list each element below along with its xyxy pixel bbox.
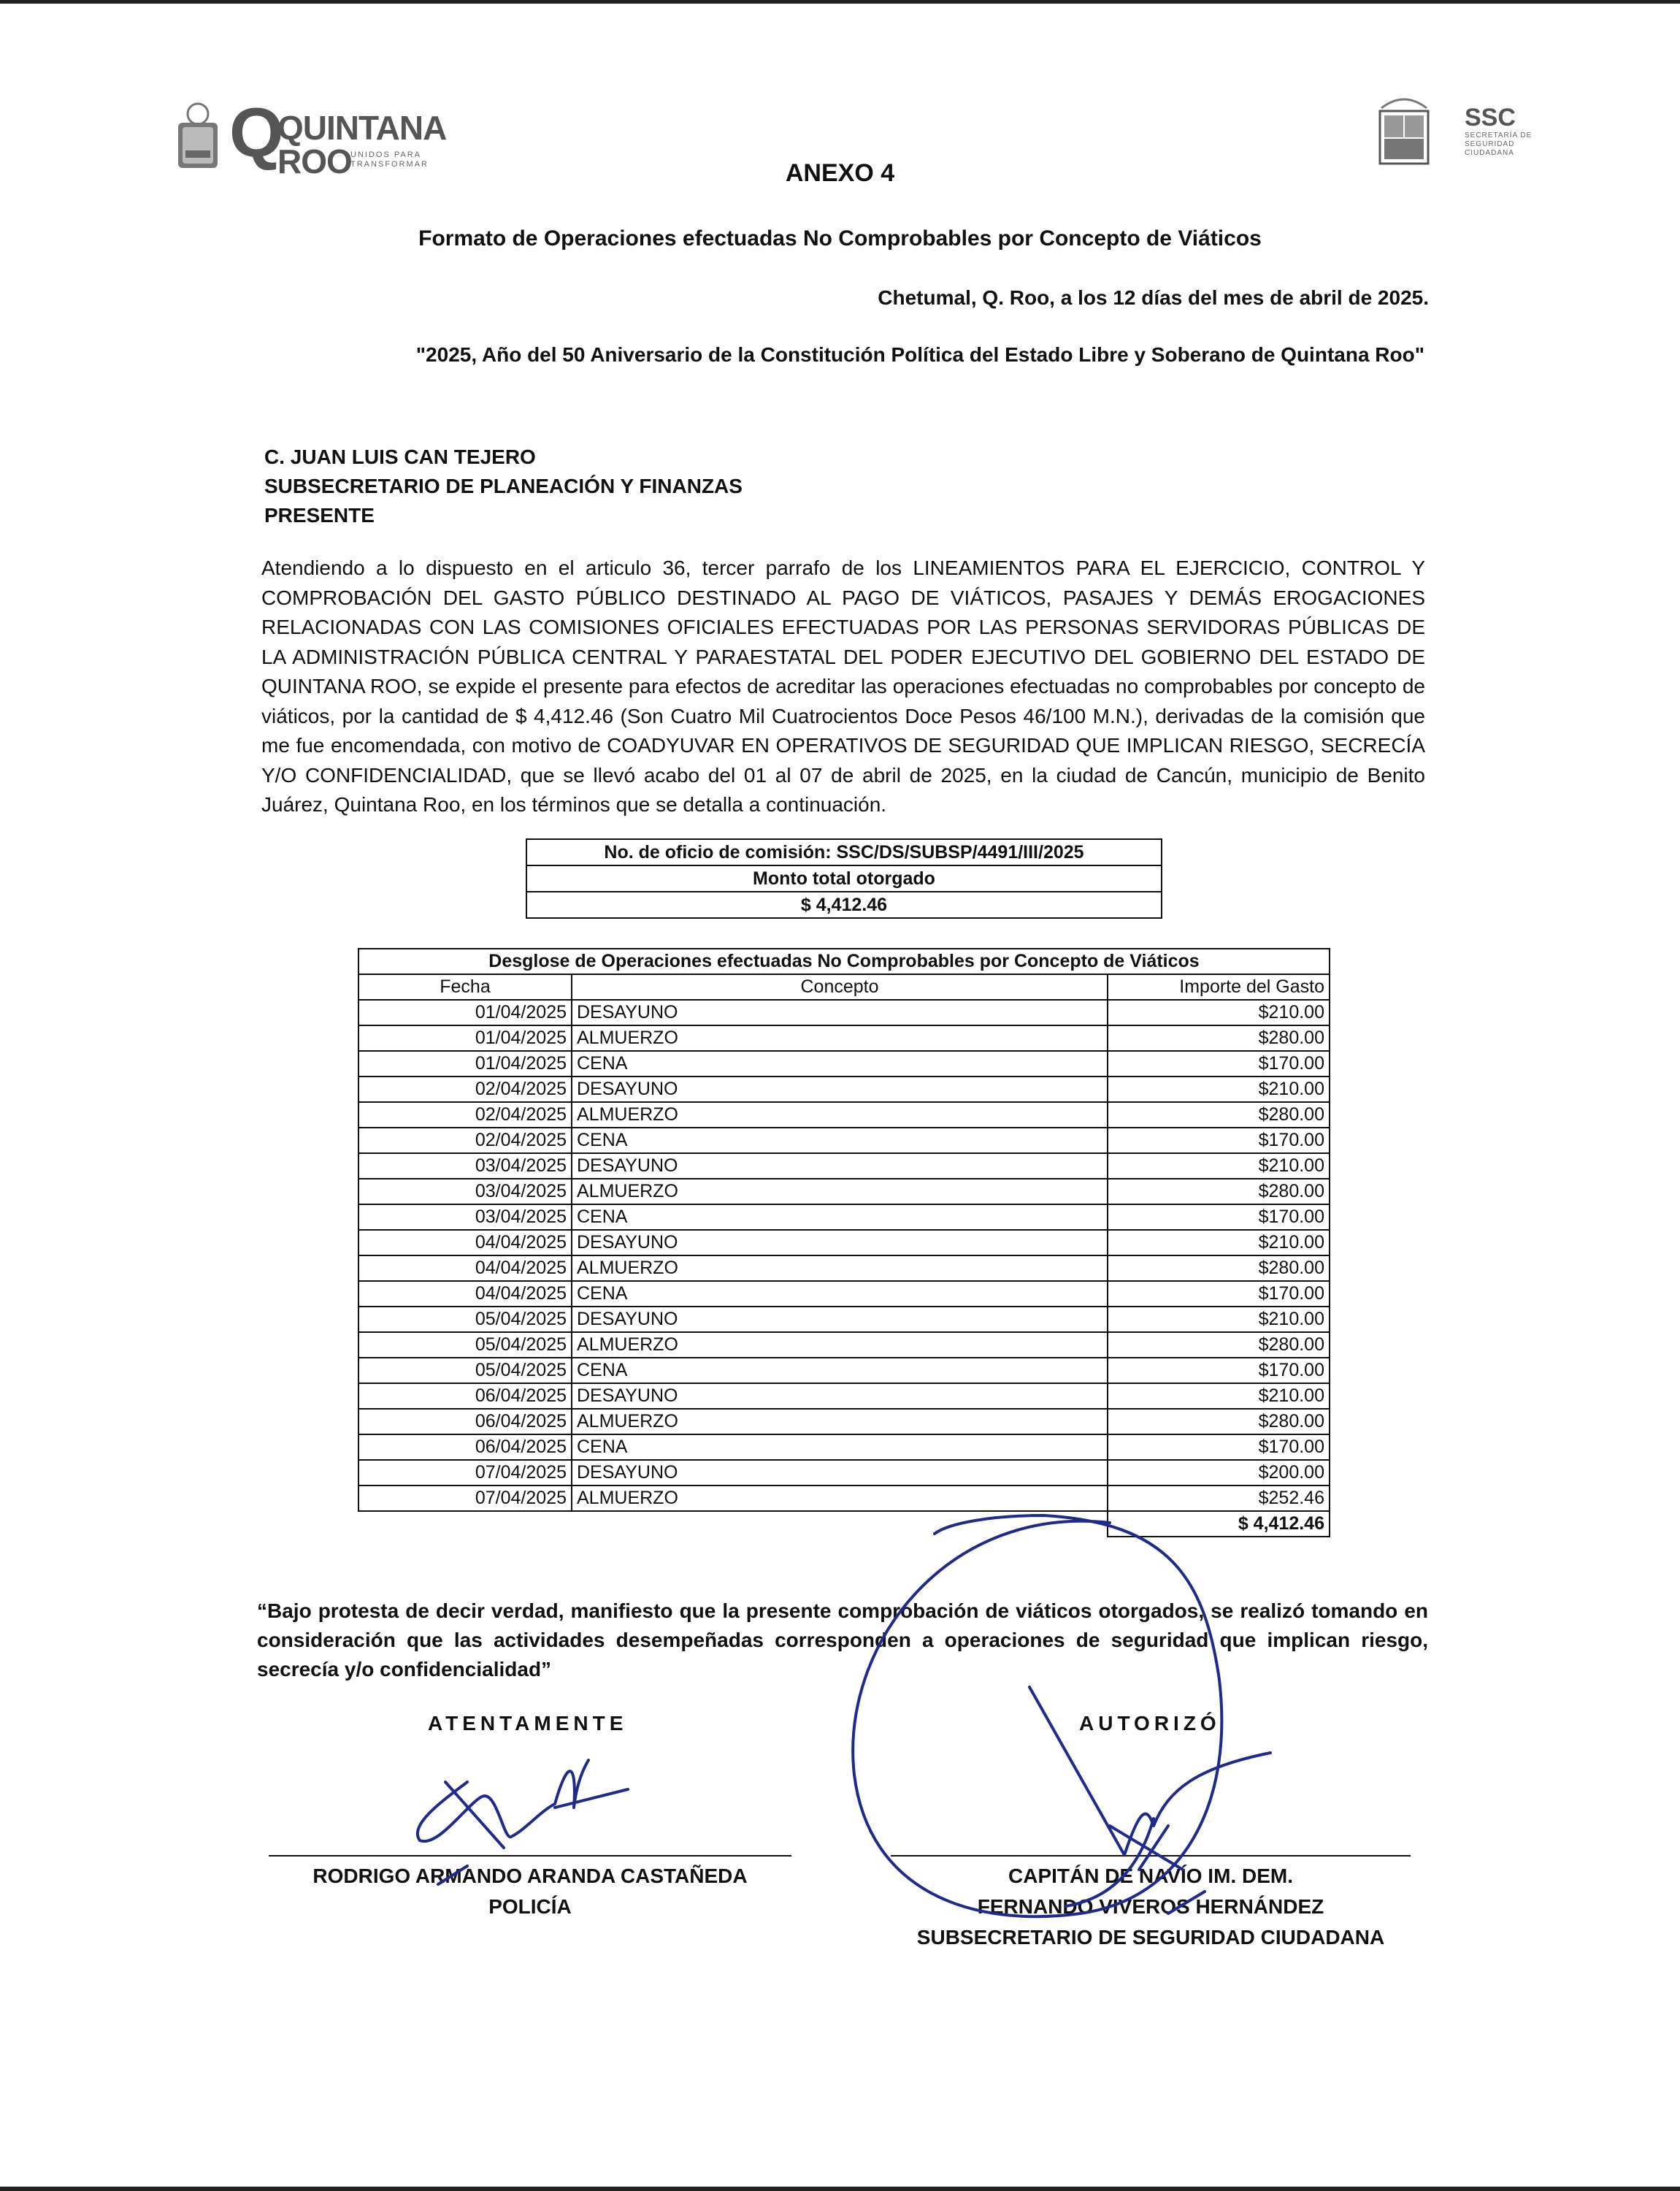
table-row [358, 1255, 1330, 1281]
place-and-date: Chetumal, Q. Roo, a los 12 días del mes de abril de 2025. [878, 286, 1429, 309]
scan-bottom-edge [0, 2187, 1680, 2191]
table-row [358, 1077, 1330, 1102]
row-date: 07/04/2025 [358, 1460, 572, 1485]
row-concept: DESAYUNO [572, 1153, 1108, 1179]
commission-table [526, 838, 1162, 919]
row-date: 01/04/2025 [358, 1000, 572, 1025]
signer-left-block [269, 1861, 791, 1922]
table-row [358, 1358, 1330, 1383]
ssc-acronym: SSC [1465, 104, 1516, 131]
row-concept: ALMUERZO [572, 1179, 1108, 1204]
addressee-presente: PRESENTE [264, 504, 375, 527]
row-concept: CENA [572, 1281, 1108, 1307]
row-date: 02/04/2025 [358, 1102, 572, 1128]
signature-heading-left: ATENTAMENTE [428, 1712, 628, 1735]
table-row [358, 1025, 1330, 1051]
row-amount: $210.00 [1108, 1230, 1330, 1255]
signature-heading-right: AUTORIZÓ [1079, 1712, 1221, 1735]
table-row [358, 1383, 1330, 1409]
row-date: 03/04/2025 [358, 1204, 572, 1230]
row-concept: CENA [572, 1128, 1108, 1153]
document-title: Formato de Operaciones efectuadas No Comprobables por Concepto de Viáticos [418, 226, 1262, 251]
scan-top-edge [0, 0, 1680, 4]
row-concept: DESAYUNO [572, 1383, 1108, 1409]
table-row [358, 1230, 1330, 1255]
table-row [358, 1434, 1330, 1460]
row-concept: ALMUERZO [572, 1025, 1108, 1051]
addressee-block [264, 443, 743, 530]
logo-word-quintana: QUINTANA [277, 109, 447, 147]
row-date: 05/04/2025 [358, 1307, 572, 1332]
logo-tagline: UNIDOS PARA TRANSFORMAR [350, 150, 429, 169]
signature-line-right [891, 1855, 1411, 1857]
row-amount: $170.00 [1108, 1281, 1330, 1307]
year-motto: "2025, Año del 50 Aniversario de la Constitución Política del Estado Libre y Soberano de Quintana Roo" [415, 343, 1424, 366]
row-date: 06/04/2025 [358, 1409, 572, 1434]
row-amount: $280.00 [1108, 1025, 1330, 1051]
signer-right-block [891, 1861, 1411, 1953]
row-amount: $210.00 [1108, 1383, 1330, 1409]
commission-amount-label: Monto total otorgado [526, 865, 1162, 892]
annex-heading: ANEXO 4 [785, 159, 895, 187]
ssc-subtitle: SECRETARÍA DE SEGURIDAD CIUDADANA [1465, 131, 1533, 157]
row-date: 07/04/2025 [358, 1485, 572, 1511]
row-date: 05/04/2025 [358, 1332, 572, 1358]
table-row [358, 1409, 1330, 1434]
row-concept: ALMUERZO [572, 1485, 1108, 1511]
row-concept: DESAYUNO [572, 1460, 1108, 1485]
row-amount: $280.00 [1108, 1102, 1330, 1128]
signer-right-position: SUBSECRETARIO DE SEGURIDAD CIUDADANA [916, 1926, 1385, 1949]
row-concept: ALMUERZO [572, 1102, 1108, 1128]
table-row [358, 1307, 1330, 1332]
signer-right-rank: CAPITÁN DE NAVÍO IM. DEM. [1008, 1865, 1293, 1887]
row-amount: $280.00 [1108, 1409, 1330, 1434]
table-row [358, 1051, 1330, 1077]
row-date: 05/04/2025 [358, 1358, 572, 1383]
breakdown-caption: Desglose de Operaciones efectuadas No Comprobables por Concepto de Viáticos [358, 949, 1330, 974]
logo-word-roo: ROO [277, 142, 352, 180]
row-amount: $210.00 [1108, 1153, 1330, 1179]
row-date: 03/04/2025 [358, 1153, 572, 1179]
signer-left-name: RODRIGO ARMANDO ARANDA CASTAÑEDA [312, 1865, 748, 1887]
table-row [358, 1102, 1330, 1128]
row-date: 06/04/2025 [358, 1434, 572, 1460]
row-concept: CENA [572, 1051, 1108, 1077]
row-concept: DESAYUNO [572, 1307, 1108, 1332]
commission-office-number: No. de oficio de comisión: SSC/DS/SUBSP/4491/III/2025 [526, 839, 1162, 865]
header-amount: Importe del Gasto [1108, 974, 1330, 1000]
table-row [358, 1000, 1330, 1025]
row-amount: $170.00 [1108, 1434, 1330, 1460]
row-concept: CENA [572, 1358, 1108, 1383]
signer-left-position: POLICÍA [488, 1895, 572, 1918]
row-amount: $210.00 [1108, 1000, 1330, 1025]
table-row [358, 1332, 1330, 1358]
signer-right-name: FERNANDO VIVEROS HERNÁNDEZ [977, 1895, 1324, 1918]
row-amount: $170.00 [1108, 1358, 1330, 1383]
table-row [358, 1179, 1330, 1204]
row-amount: $210.00 [1108, 1077, 1330, 1102]
table-row [358, 1204, 1330, 1230]
addressee-position: SUBSECRETARIO DE PLANEACIÓN Y FINANZAS [264, 475, 743, 497]
row-concept: ALMUERZO [572, 1332, 1108, 1358]
row-concept: DESAYUNO [572, 1077, 1108, 1102]
row-date: 04/04/2025 [358, 1281, 572, 1307]
breakdown-total: $ 4,412.46 [1108, 1511, 1330, 1537]
body-paragraph: Atendiendo a lo dispuesto en el articulo 36, tercer parrafo de los LINEAMIENTOS PARA EL EJERCICIO, CONTROL Y COMPROBACIÓN DEL GASTO PÚBLICO DESTINADO AL PAGO DE VIÁTICOS, PASAJES Y DEMÁS EROGACIONES RELACIONADAS CON LAS COMISIONES OFICIALES EFECTUADAS POR LAS PERSONAS SERVIDORAS PÚBLICAS DE LA ADMINISTRACIÓN PÚBLICA CENTRAL Y PARAESTATAL DEL PODER EJECUTIVO DEL GOBIERNO DEL ESTADO DE QUINTANA ROO, se expide el presente para efectos de acreditar las operaciones efectuadas no comprobables por concepto de viáticos, por la cantidad de $ 4,412.46 (Son Cuatro Mil Cuatrocientos Doce Pesos 46/100 M.N.), derivadas de la comisión que me fue encomendada, con motivo de COADYUVAR EN OPERATIVOS DE SEGURIDAD QUE IMPLICAN RIESGO, SECRECÍA Y/O CONFIDENCIALIDAD, que se llevó acabo del 01 al 07 de abril de 2025, en la ciudad de Cancún, municipio de Benito Juárez, Quintana Roo, en los términos que se detalla a continuación. [261, 557, 1425, 816]
row-date: 02/04/2025 [358, 1128, 572, 1153]
row-amount: $200.00 [1108, 1460, 1330, 1485]
row-date: 04/04/2025 [358, 1255, 572, 1281]
header-date: Fecha [358, 974, 572, 1000]
table-row [358, 1281, 1330, 1307]
row-date: 04/04/2025 [358, 1230, 572, 1255]
row-amount: $280.00 [1108, 1179, 1330, 1204]
row-concept: ALMUERZO [572, 1409, 1108, 1434]
row-amount: $210.00 [1108, 1307, 1330, 1332]
row-concept: DESAYUNO [572, 1230, 1108, 1255]
row-amount: $280.00 [1108, 1255, 1330, 1281]
row-concept: CENA [572, 1434, 1108, 1460]
signature-line-left [269, 1855, 791, 1857]
header-concept: Concepto [572, 974, 1108, 1000]
table-row [358, 1485, 1330, 1511]
row-date: 02/04/2025 [358, 1077, 572, 1102]
quintana-roo-logo: Q QUINTANA ROO UNIDOS PARA TRANSFORMAR [175, 96, 423, 183]
commission-amount: $ 4,412.46 [526, 892, 1162, 918]
row-concept: CENA [572, 1204, 1108, 1230]
row-amount: $170.00 [1108, 1051, 1330, 1077]
row-amount: $170.00 [1108, 1128, 1330, 1153]
row-amount: $252.46 [1108, 1485, 1330, 1511]
row-date: 06/04/2025 [358, 1383, 572, 1409]
table-row [358, 1128, 1330, 1153]
table-row [358, 1460, 1330, 1485]
row-amount: $170.00 [1108, 1204, 1330, 1230]
row-date: 03/04/2025 [358, 1179, 572, 1204]
row-concept: ALMUERZO [572, 1255, 1108, 1281]
row-amount: $280.00 [1108, 1332, 1330, 1358]
row-concept: DESAYUNO [572, 1000, 1108, 1025]
protest-statement: “Bajo protesta de decir verdad, manifiesto que la presente comprobación de viáticos otorgados, se realizó tomando en consideración que las actividades desempeñadas corresponden a operaciones de seguridad que implican riesgo, secrecía y/o confidencialidad” [257, 1599, 1428, 1680]
row-date: 01/04/2025 [358, 1025, 572, 1051]
expense-breakdown-table [358, 948, 1330, 1537]
table-row [358, 1153, 1330, 1179]
addressee-name: C. JUAN LUIS CAN TEJERO [264, 446, 536, 468]
row-date: 01/04/2025 [358, 1051, 572, 1077]
